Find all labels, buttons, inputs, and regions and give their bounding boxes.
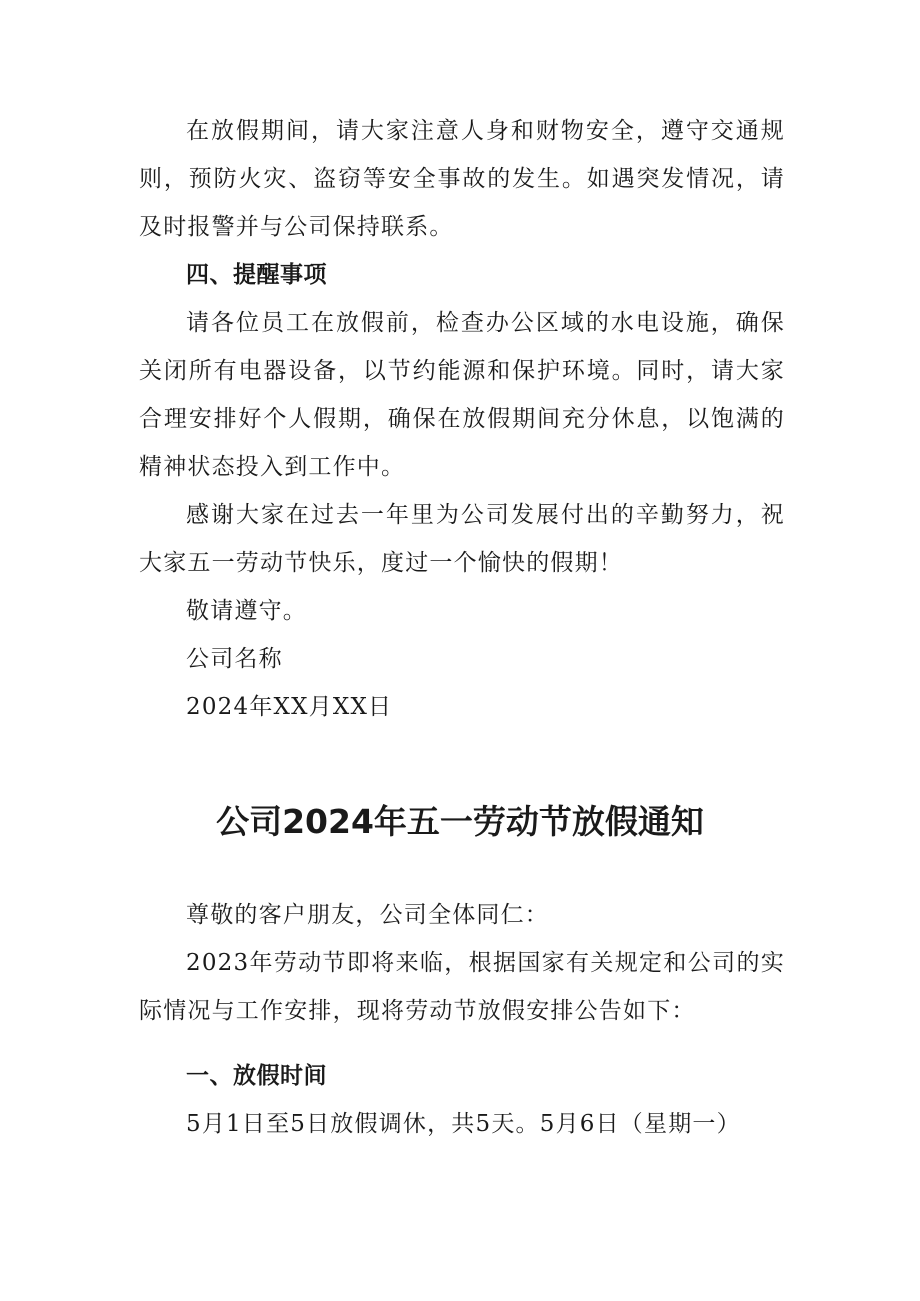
time-paragraph: 5月1日至5日放假调休，共5天。5月6日（星期一） — [186, 1111, 741, 1137]
thanks-paragraph: 感谢大家在过去一年里为公司发展付出的辛勤努力，祝大家五一劳动节快乐，度过一个愉快的假期！ — [139, 502, 785, 576]
document-title: 公司2024年五一劳动节放假通知 — [216, 802, 704, 841]
company-name: 公司名称 — [186, 646, 283, 672]
safety-paragraph: 在放假期间，请大家注意人身和财物安全，遵守交通规则，预防火灾、盗窃等安全事故的发生。如遇突发情况，请及时报警并与公司保持联系。 — [139, 118, 785, 240]
salutation: 尊敬的客户朋友，公司全体同仁： — [186, 902, 549, 928]
section-heading-reminder: 四、提醒事项 — [186, 262, 327, 288]
date-text: 2024年XX月XX日 — [186, 694, 393, 720]
closing-text: 敬请遵守。 — [186, 598, 307, 624]
section-heading-time: 一、放假时间 — [186, 1063, 327, 1089]
intro-paragraph: 2023年劳动节即将来临，根据国家有关规定和公司的实际情况与工作安排，现将劳动节放假安排公告如下： — [139, 950, 785, 1024]
reminder-paragraph: 请各位员工在放假前，检查办公区域的水电设施，确保关闭所有电器设备，以节约能源和保护环境。同时，请大家合理安排好个人假期，确保在放假期间充分休息，以饱满的精神状态投入到工作中。 — [139, 310, 785, 480]
